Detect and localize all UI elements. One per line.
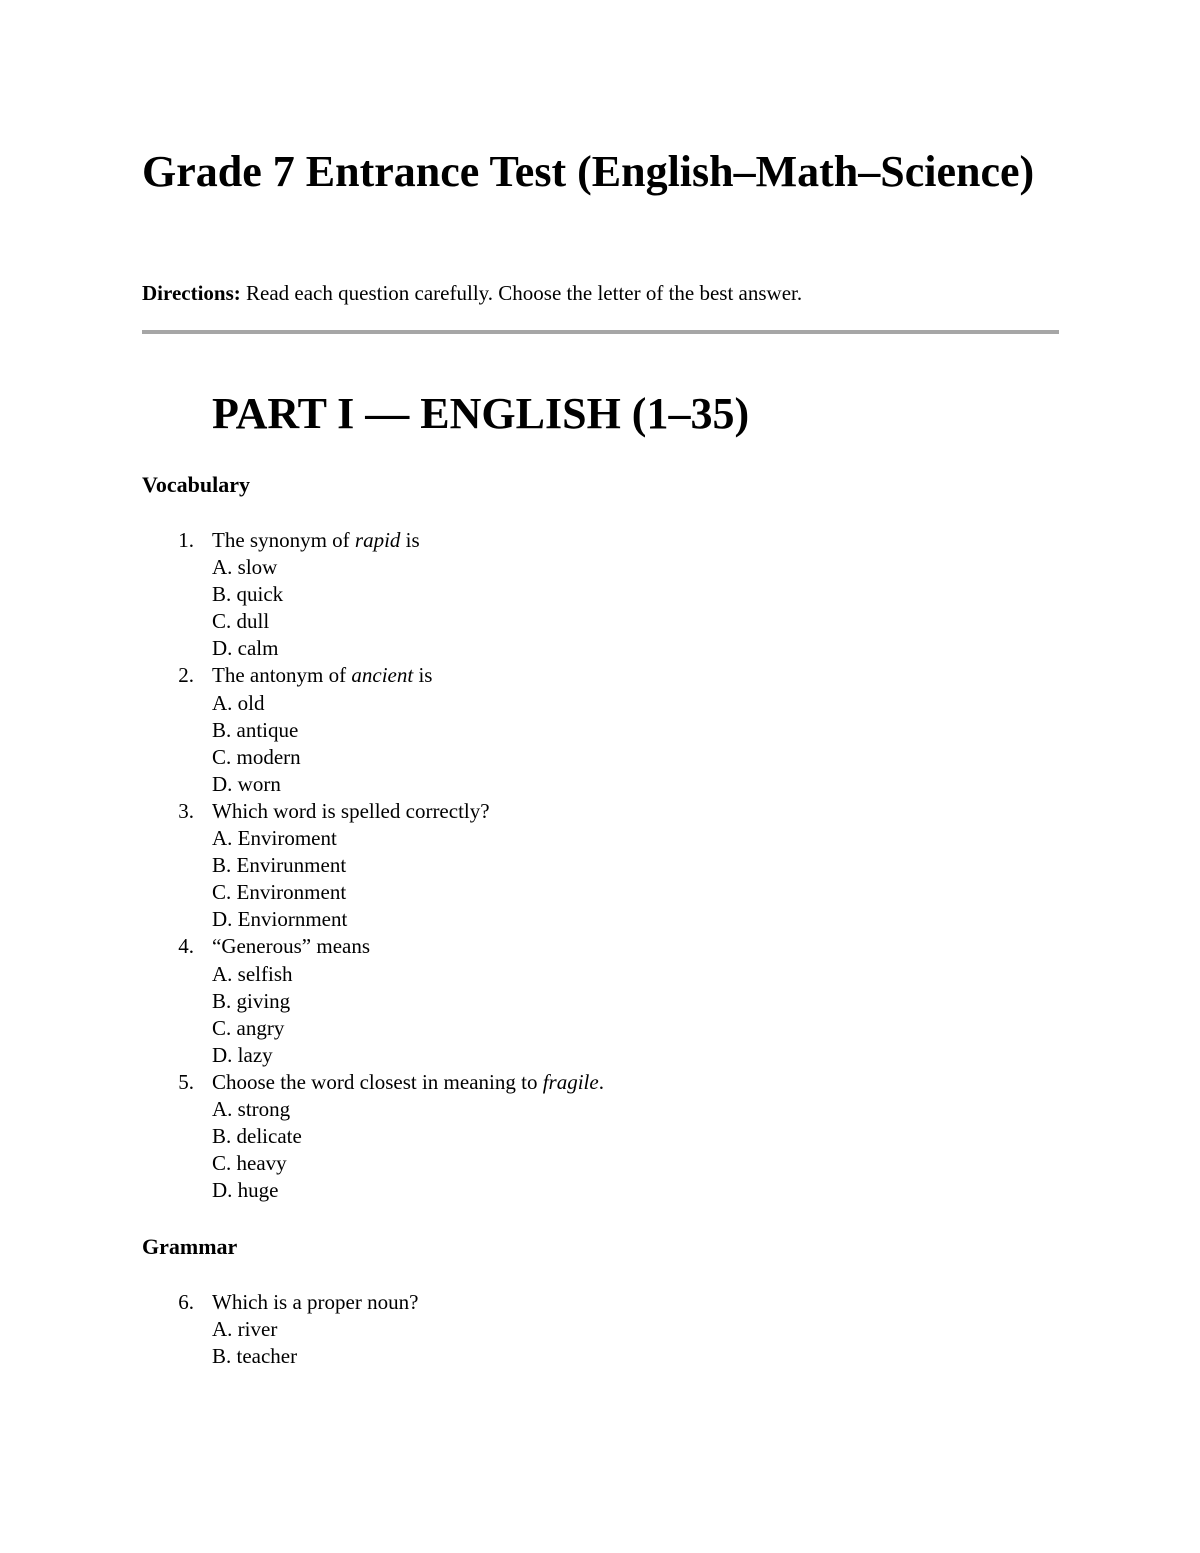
question-number: 1. [178, 528, 194, 552]
section-heading-vocabulary: Vocabulary [142, 472, 250, 497]
question-number: 2. [178, 663, 194, 688]
answer-option: A. old [212, 690, 265, 715]
answer-option: B. quick [212, 582, 284, 607]
answer-option: B. Envirunment [212, 853, 347, 878]
directions [142, 280, 802, 306]
answer-option: C. dull [212, 609, 270, 634]
page-title: Grade 7 Entrance Test (English–Math–Science) [142, 147, 1035, 196]
question-text: “Generous” means [212, 934, 371, 959]
answer-option: D. Enviornment [212, 907, 348, 932]
answer-option: D. worn [212, 771, 281, 796]
answer-option: C. angry [212, 1015, 285, 1040]
question-item [0, 662, 604, 797]
question-list-vocabulary [0, 527, 604, 1204]
directions-label: Directions: [142, 281, 241, 305]
question-item [0, 527, 604, 662]
question-text: The antonym of ancient is [212, 663, 433, 688]
question-item [0, 1069, 604, 1204]
answer-option: A. selfish [212, 961, 293, 986]
answer-option: C. modern [212, 744, 301, 769]
horizontal-rule [142, 330, 1059, 334]
question-item [0, 933, 604, 1068]
question-text: Which is a proper noun? [212, 1290, 419, 1314]
question-number: 5. [178, 1069, 194, 1094]
answer-option: C. Environment [212, 880, 347, 905]
answer-option: B. giving [212, 988, 291, 1013]
directions-text: Read each question carefully. Choose the letter of the best answer. [240, 281, 803, 305]
answer-option: B. delicate [212, 1124, 302, 1149]
answer-option: B. teacher [212, 1344, 298, 1369]
answer-option: A. strong [212, 1096, 291, 1121]
answer-option: A. slow [212, 555, 278, 580]
answer-option: D. lazy [212, 1042, 273, 1067]
question-number: 6. [178, 1290, 194, 1314]
answer-option: A. river [212, 1317, 278, 1342]
question-number: 3. [178, 798, 194, 823]
answer-option: D. calm [212, 636, 279, 661]
question-list-grammar [0, 1289, 418, 1370]
question-text: Choose the word closest in meaning to fragile. [212, 1069, 604, 1094]
answer-option: C. heavy [212, 1151, 287, 1176]
section-heading-grammar: Grammar [142, 1234, 238, 1259]
answer-option: B. antique [212, 717, 299, 742]
question-item [0, 1289, 418, 1370]
answer-option: D. huge [212, 1178, 279, 1203]
question-text: The synonym of rapid is [212, 528, 420, 552]
question-item [0, 798, 604, 933]
question-text: Which word is spelled correctly? [212, 798, 490, 823]
answer-option: A. Enviroment [212, 826, 337, 851]
part-title: PART I — ENGLISH (1–35) [212, 389, 750, 438]
question-number: 4. [178, 934, 194, 959]
